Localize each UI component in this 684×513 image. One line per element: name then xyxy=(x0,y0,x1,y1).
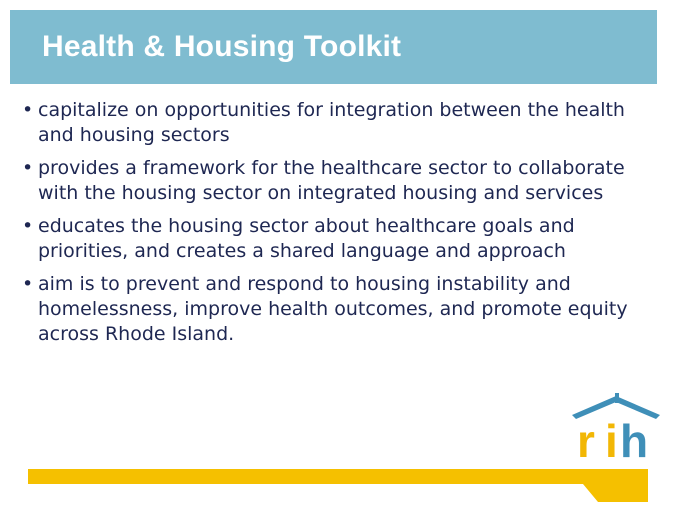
logo-letter-r: r xyxy=(577,415,595,463)
logo-letter-i: i xyxy=(605,415,618,463)
title-bar xyxy=(10,10,657,84)
footer-accent-bar xyxy=(28,469,648,502)
bullet-text: capitalize on opportunities for integration between the health and housing sectors xyxy=(38,99,625,146)
list-item xyxy=(22,98,637,148)
bullet-list xyxy=(22,98,637,355)
bullet-text: educates the housing sector about healthcare goals and priorities, and creates a shared language and approach xyxy=(38,215,575,262)
bullet-icon: • xyxy=(22,215,34,237)
bullet-icon: • xyxy=(22,157,34,179)
bullet-text: aim is to prevent and respond to housing instability and homelessness, improve health outcomes, and promote equity across Rhode Island. xyxy=(38,273,628,345)
list-item xyxy=(22,272,637,347)
bullet-icon: • xyxy=(22,99,34,121)
bullet-text: provides a framework for the healthcare sector to collaborate with the housing sector on integrated housing and services xyxy=(38,157,625,204)
rih-logo xyxy=(570,393,662,463)
list-item xyxy=(22,214,637,264)
slide-title: Health & Housing Toolkit xyxy=(42,30,402,63)
bullet-icon: • xyxy=(22,273,34,295)
logo-letter-h: h xyxy=(620,415,649,463)
list-item xyxy=(22,156,637,206)
